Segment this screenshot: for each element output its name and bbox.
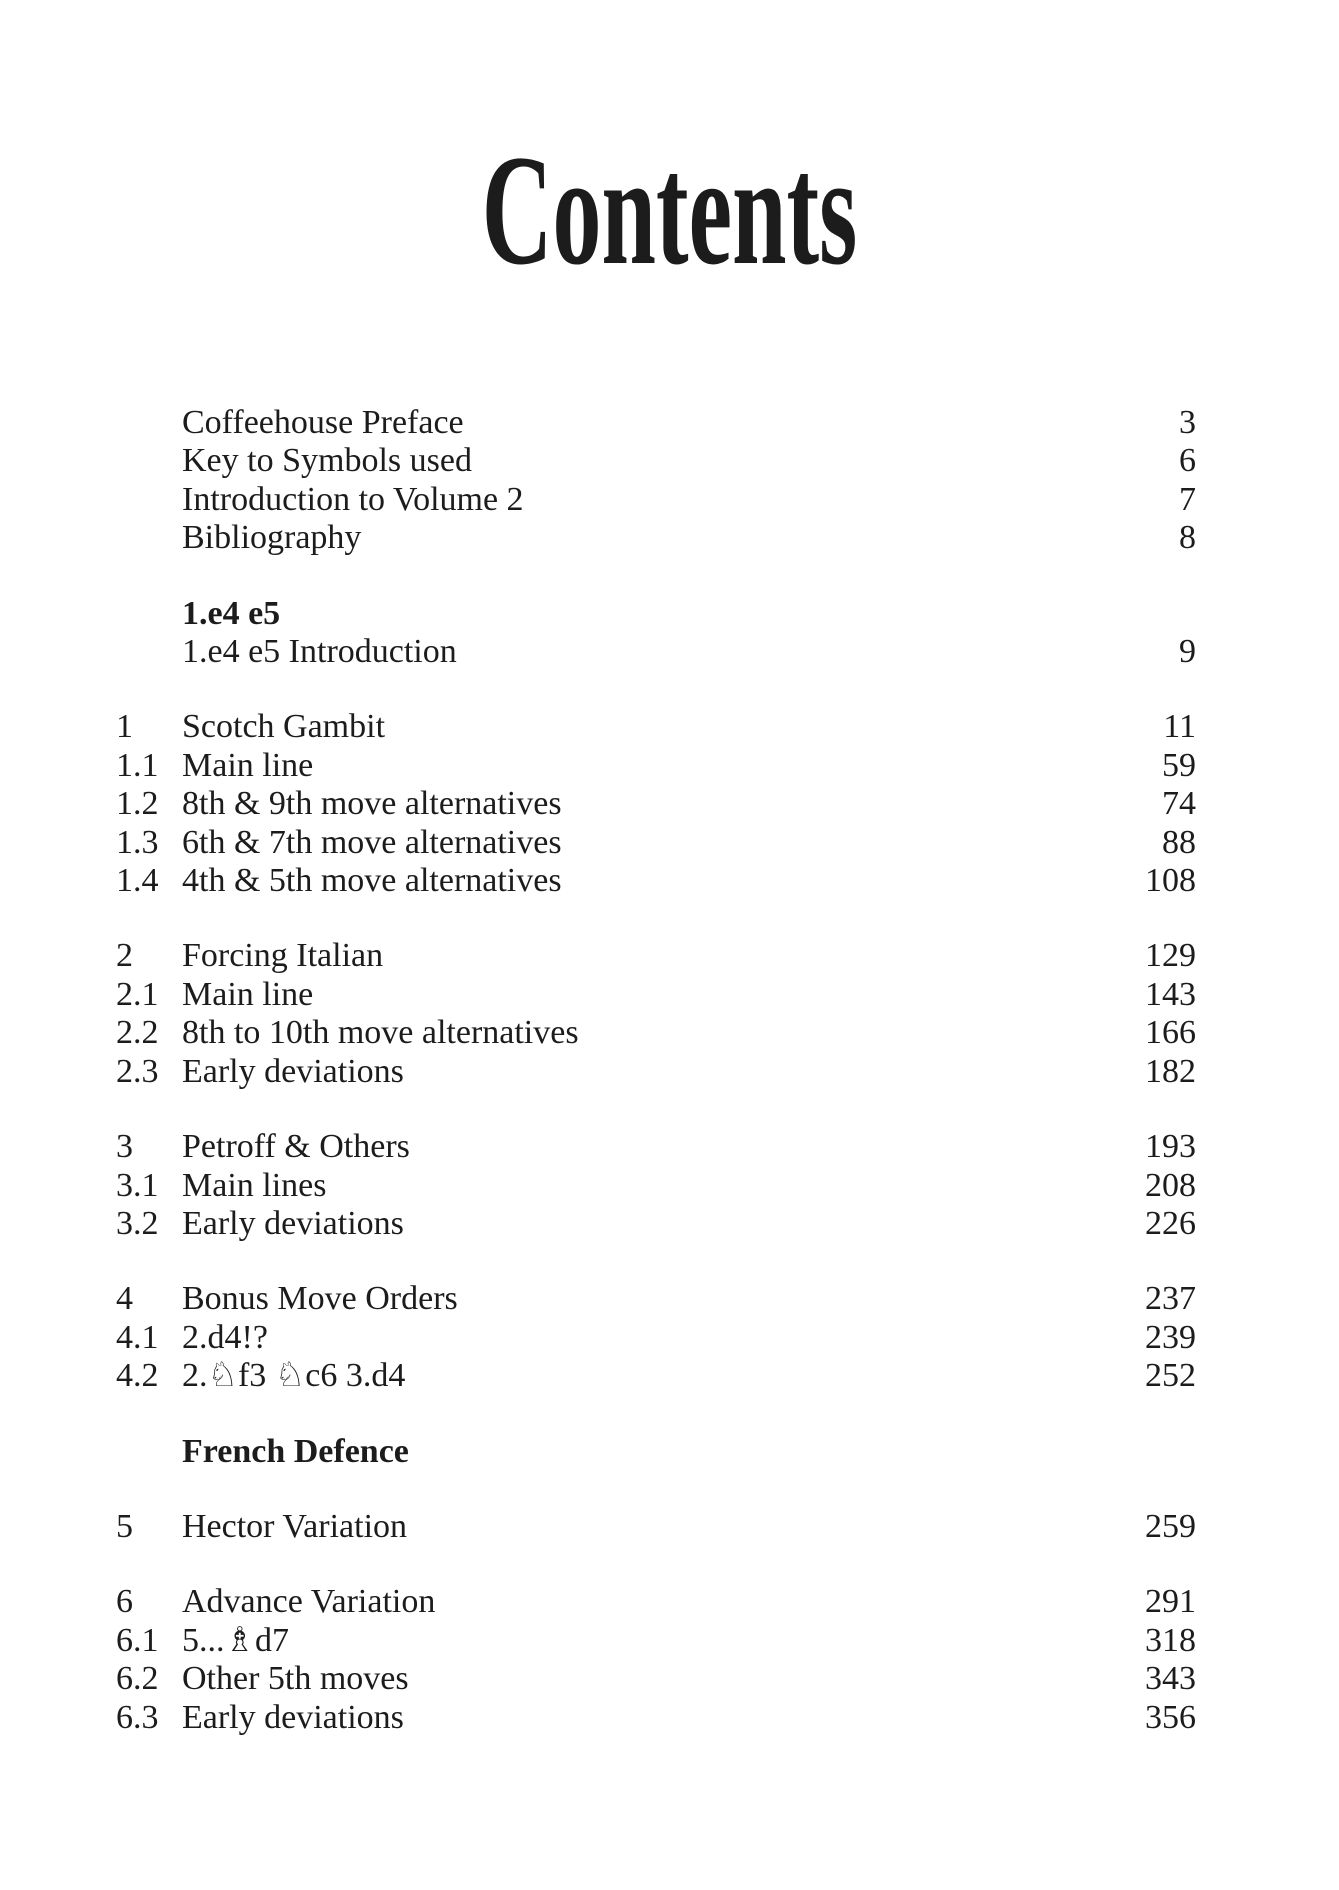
chapter-number: 3 xyxy=(116,1128,133,1166)
entry-title: Forcing Italian xyxy=(182,937,384,975)
toc-row xyxy=(116,404,1196,442)
toc-group-chapter-5 xyxy=(116,1508,1196,1546)
chapter-number: 2.2 xyxy=(116,1014,159,1052)
entry-title: 4th & 5th move alternatives xyxy=(182,862,562,900)
toc-row xyxy=(116,1280,1196,1318)
chapter-number: 2 xyxy=(116,937,133,975)
entry-title: Advance Variation xyxy=(182,1583,436,1621)
page-number: 108 xyxy=(1145,862,1196,900)
toc-row xyxy=(116,1508,1196,1546)
entry-title: Main line xyxy=(182,746,314,784)
entry-title: 6th & 7th move alternatives xyxy=(182,823,562,861)
chapter-number: 6.3 xyxy=(116,1698,159,1736)
chapter-number: 6.1 xyxy=(116,1621,159,1659)
toc-row xyxy=(116,1128,1196,1166)
page-number: 11 xyxy=(1163,708,1196,746)
toc-row xyxy=(116,442,1196,480)
toc-row xyxy=(116,976,1196,1014)
page-number: 291 xyxy=(1145,1583,1196,1621)
section-header: 1.e4 e5 xyxy=(182,594,281,632)
page-number: 239 xyxy=(1145,1318,1196,1356)
entry-title: Scotch Gambit xyxy=(182,708,386,746)
chapter-number: 2.1 xyxy=(116,975,159,1013)
toc-row xyxy=(116,708,1196,746)
toc-row xyxy=(116,1357,1196,1395)
section-header: French Defence xyxy=(182,1432,409,1470)
chapter-number: 4 xyxy=(116,1280,133,1318)
chapter-number: 5 xyxy=(116,1507,133,1545)
toc-group-chapter-4 xyxy=(116,1280,1196,1395)
toc-group-chapter-1 xyxy=(116,708,1196,900)
entry-title-with-knight-icons: 2.♘f3 ♘c6 3.d4 xyxy=(182,1357,406,1395)
page-number: 193 xyxy=(1145,1128,1196,1166)
toc-row xyxy=(116,519,1196,557)
page-number: 226 xyxy=(1145,1204,1196,1242)
toc-group-chapter-6 xyxy=(116,1583,1196,1737)
entry-title: 8th & 9th move alternatives xyxy=(182,785,562,823)
chapter-number: 6.2 xyxy=(116,1660,159,1698)
entry-title: 2.d4!? xyxy=(182,1318,268,1356)
chapter-number: 4.2 xyxy=(116,1357,159,1395)
toc-group-chapter-3 xyxy=(116,1128,1196,1243)
page-number: 6 xyxy=(1179,442,1196,480)
entry-title: 8th to 10th move alternatives xyxy=(182,1014,579,1052)
toc-row xyxy=(116,1583,1196,1621)
toc-row xyxy=(116,1660,1196,1698)
front-matter-group xyxy=(116,404,1196,558)
table-of-contents xyxy=(116,404,1196,1737)
page-number: 9 xyxy=(1179,633,1196,671)
toc-row xyxy=(116,633,1196,671)
page-number: 143 xyxy=(1145,975,1196,1013)
toc-row xyxy=(116,862,1196,900)
entry-title-with-bishop-icon: 5...♗d7 xyxy=(182,1621,289,1659)
page-number: 7 xyxy=(1179,480,1196,518)
chapter-number: 2.3 xyxy=(116,1052,159,1090)
toc-row xyxy=(116,1205,1196,1243)
chapter-number: 1.4 xyxy=(116,862,159,900)
entry-title: Other 5th moves xyxy=(182,1660,409,1698)
page-number: 208 xyxy=(1145,1166,1196,1204)
page-number: 3 xyxy=(1179,404,1196,441)
toc-row xyxy=(116,1622,1196,1660)
chapter-number: 3.2 xyxy=(116,1204,159,1242)
entry-title: Key to Symbols used xyxy=(182,442,472,480)
toc-row xyxy=(116,1319,1196,1357)
page-number: 74 xyxy=(1162,785,1196,823)
page-number: 166 xyxy=(1145,1014,1196,1052)
entry-title: Early deviations xyxy=(182,1204,404,1242)
toc-row xyxy=(116,1014,1196,1052)
page-number: 129 xyxy=(1145,937,1196,975)
page-number: 259 xyxy=(1145,1507,1196,1545)
page-number: 252 xyxy=(1145,1357,1196,1395)
chapter-number: 1.1 xyxy=(116,746,159,784)
entry-title: Early deviations xyxy=(182,1052,404,1090)
entry-title: Hector Variation xyxy=(182,1507,408,1545)
chapter-number: 1.2 xyxy=(116,785,159,823)
entry-title: 1.e4 e5 Introduction xyxy=(182,633,457,671)
page-number: 8 xyxy=(1179,519,1196,557)
page-number: 59 xyxy=(1162,746,1196,784)
toc-row xyxy=(116,481,1196,519)
chapter-number: 3.1 xyxy=(116,1166,159,1204)
toc-row xyxy=(116,785,1196,823)
page-number: 88 xyxy=(1162,823,1196,861)
toc-row xyxy=(116,747,1196,785)
entry-title: Bonus Move Orders xyxy=(182,1280,458,1318)
page-number: 237 xyxy=(1145,1280,1196,1318)
chapter-number: 4.1 xyxy=(116,1318,159,1356)
toc-row xyxy=(116,1699,1196,1737)
toc-row xyxy=(116,937,1196,975)
entry-title: Bibliography xyxy=(182,519,362,557)
page-title: Contents xyxy=(481,123,858,298)
page-number: 182 xyxy=(1145,1052,1196,1090)
entry-title: Main line xyxy=(182,975,314,1013)
chapter-number: 1.3 xyxy=(116,823,159,861)
entry-title: Petroff & Others xyxy=(182,1128,410,1166)
page-number: 343 xyxy=(1145,1660,1196,1698)
toc-group-chapter-2 xyxy=(116,937,1196,1091)
entry-title: Coffeehouse Preface xyxy=(182,404,464,441)
toc-group-1e4e5 xyxy=(116,595,1196,672)
toc-row xyxy=(116,1167,1196,1205)
entry-title: Early deviations xyxy=(182,1698,404,1736)
toc-row xyxy=(116,824,1196,862)
chapter-number: 1 xyxy=(116,708,133,746)
toc-row xyxy=(116,1053,1196,1091)
chapter-number: 6 xyxy=(116,1583,133,1621)
entry-title: Main lines xyxy=(182,1166,327,1204)
page-number: 318 xyxy=(1145,1621,1196,1659)
toc-group-french-defence xyxy=(116,1433,1196,1471)
entry-title: Introduction to Volume 2 xyxy=(182,480,524,518)
page-number: 356 xyxy=(1145,1698,1196,1736)
